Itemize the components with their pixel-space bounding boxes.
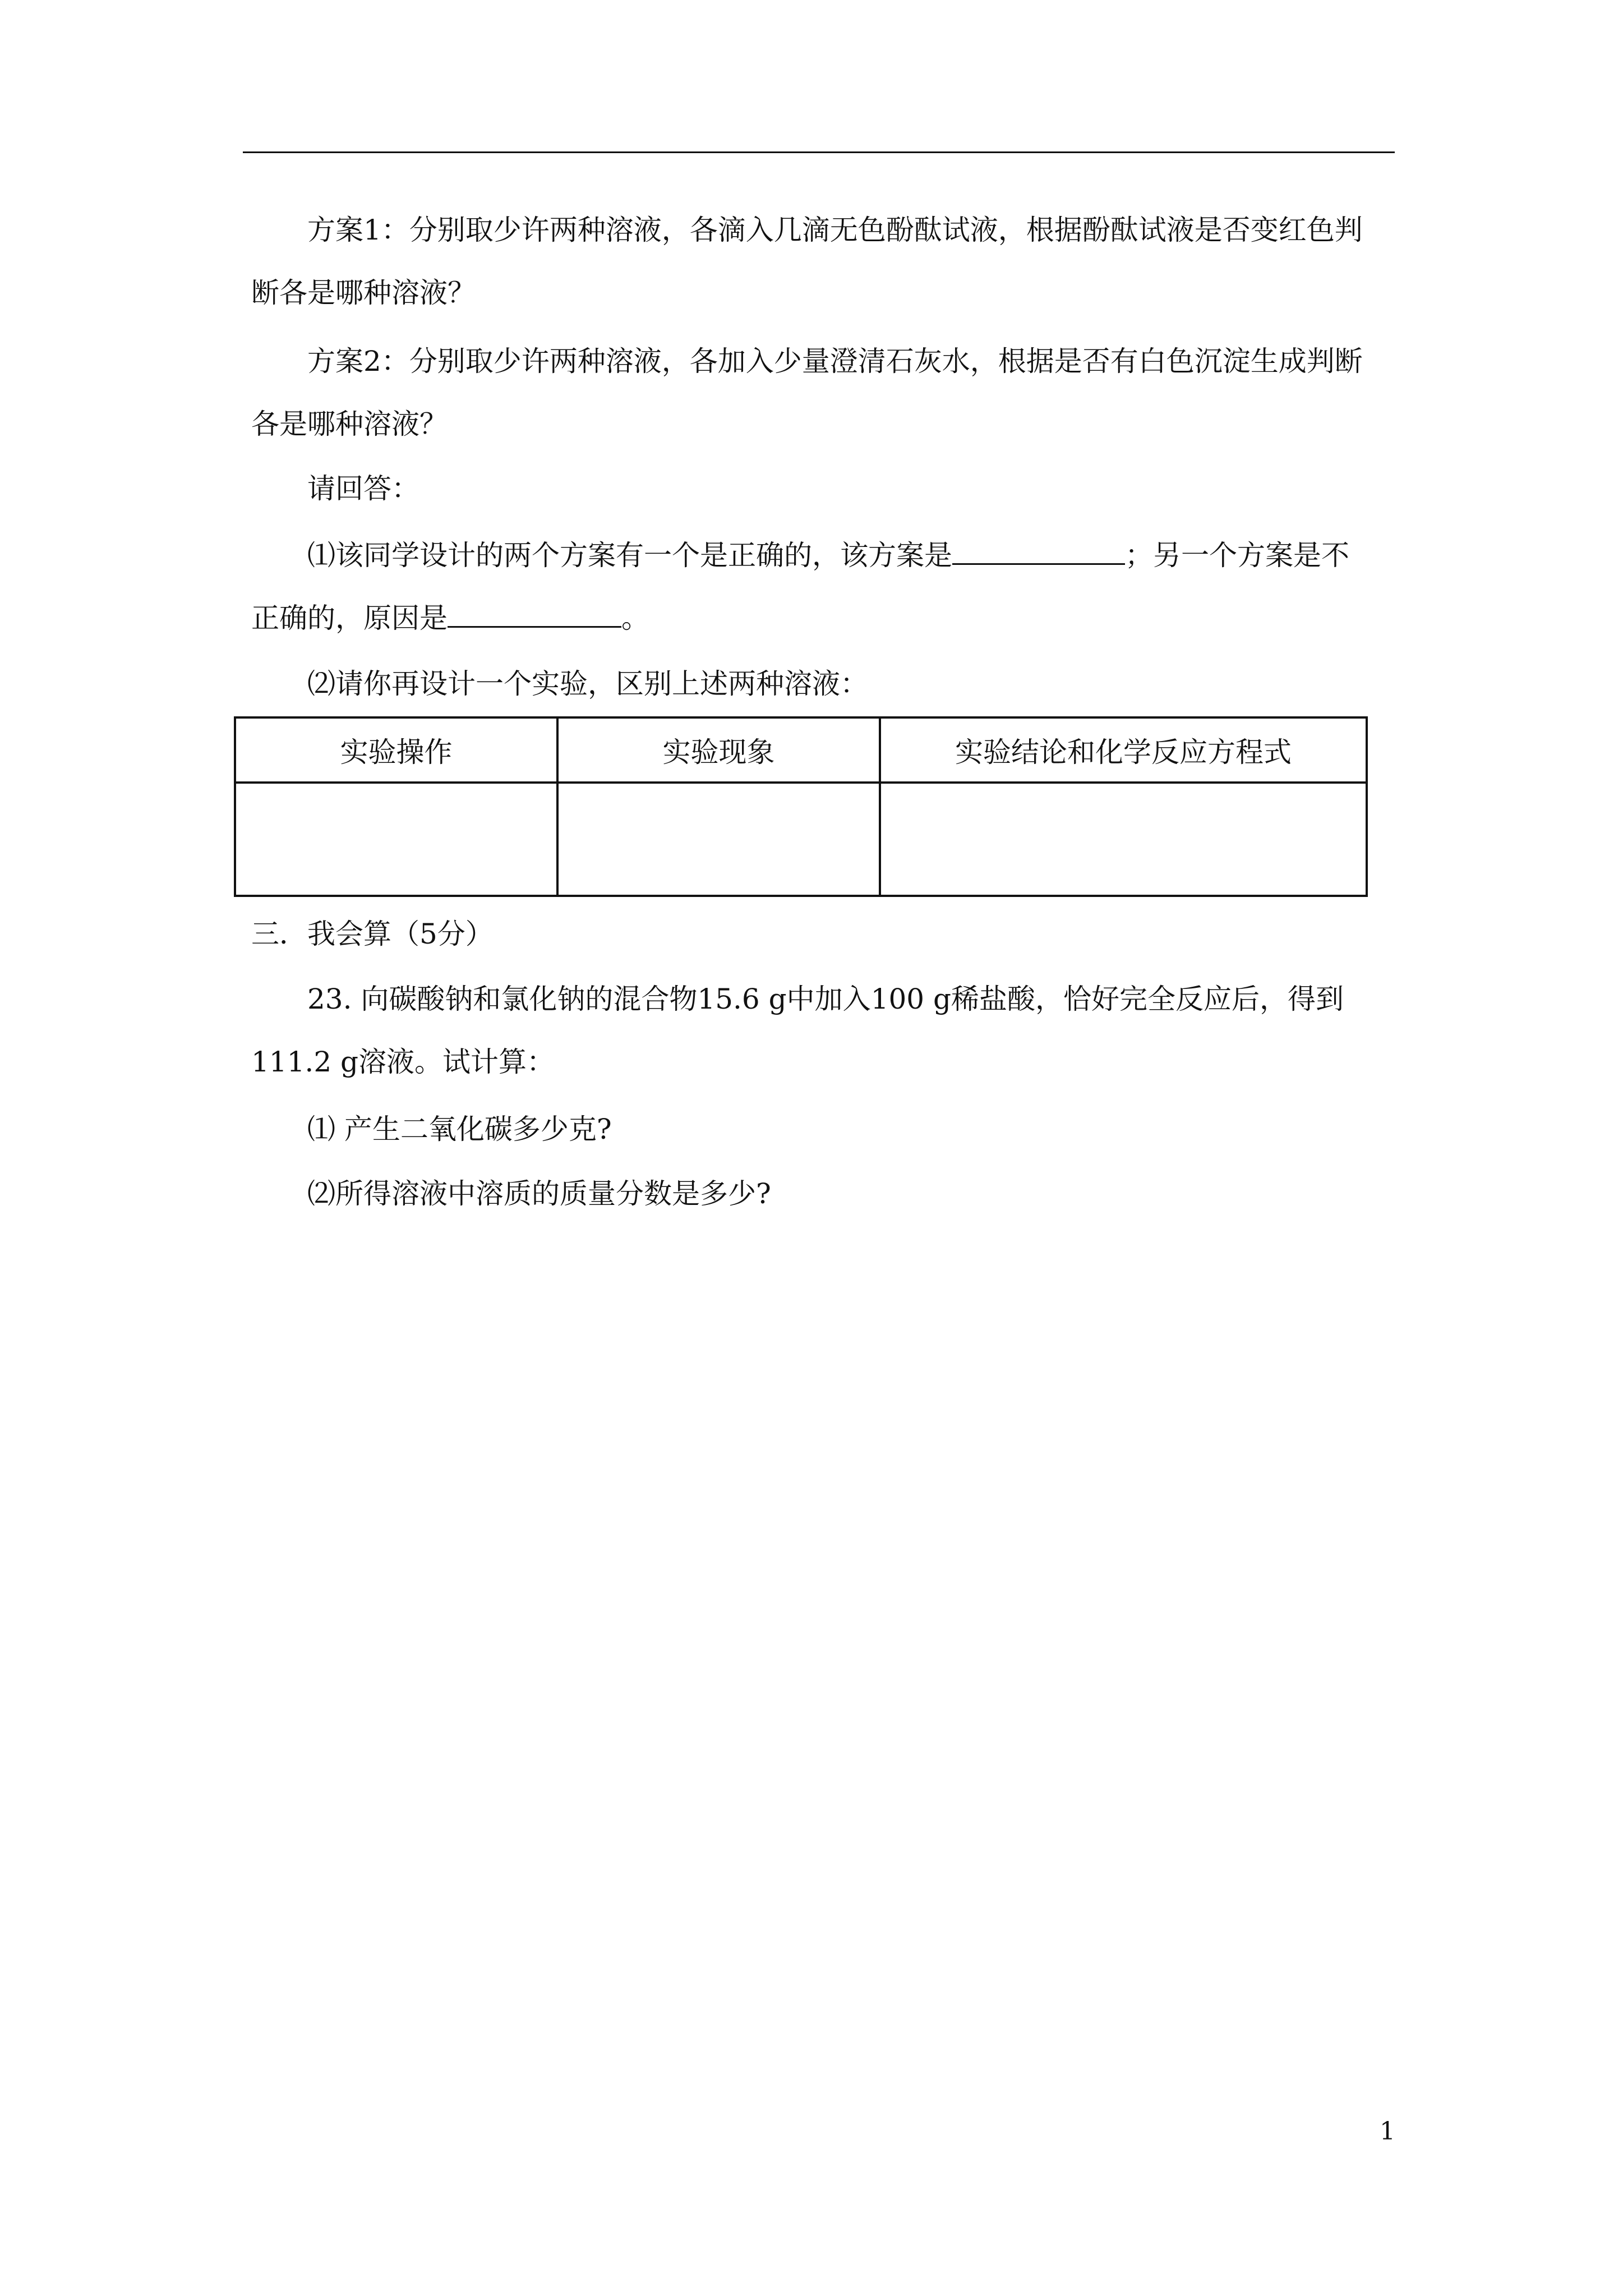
problem-23-line-2: 111.2 g溶液。试计算： <box>251 1046 555 1078</box>
table-cell-conclusion[interactable] <box>880 783 1367 896</box>
plan-2-line-2: 各是哪种溶液？ <box>251 408 448 440</box>
answer-blank-reason[interactable] <box>448 601 621 628</box>
plan-1-line-1: 方案1：分别取少许两种溶液，各滴入几滴无色酚酞试液，根据酚酞试液是否变红色判 <box>307 214 1363 246</box>
table-cell-operation[interactable] <box>235 783 557 896</box>
question-1 <box>251 524 1390 650</box>
section-3-heading <box>251 903 1390 965</box>
plan-1-line-2: 断各是哪种溶液？ <box>251 277 476 309</box>
table-cell-phenomenon[interactable] <box>557 783 880 896</box>
question-2-text: ⑵请你再设计一个实验，区别上述两种溶液： <box>307 668 868 700</box>
problem-23-sub-2-text: ⑵所得溶液中溶质的质量分数是多少? <box>307 1177 771 1210</box>
plan-2-line-1: 方案2：分别取少许两种溶液，各加入少量澄清石灰水，根据是否有白色沉淀生成判断 <box>307 345 1363 378</box>
experiment-table <box>234 716 1368 897</box>
answer-prompt-text: 请回答： <box>307 472 419 505</box>
page-number: 1 <box>1380 2117 1395 2146</box>
question-1-line-2 <box>251 587 1390 650</box>
question-1-text-c: 正确的，原因是 <box>251 602 448 634</box>
question-1-text-a: ⑴该同学设计的两个方案有一个是正确的，该方案是 <box>307 539 952 572</box>
table-header-operation: 实验操作 <box>235 717 557 783</box>
table-row <box>235 783 1367 896</box>
question-1-line-1 <box>251 524 1390 587</box>
plan-1-paragraph <box>251 199 1390 324</box>
problem-23 <box>251 968 1390 1093</box>
problem-23-sub-1 <box>251 1098 1390 1161</box>
question-2 <box>251 652 1390 715</box>
header-rule <box>243 151 1395 153</box>
question-1-text-d: 。 <box>621 602 649 634</box>
table-header-row <box>235 717 1367 783</box>
problem-23-sub-2 <box>251 1162 1390 1225</box>
section-3-title: 三．我会算（5分） <box>251 918 494 950</box>
table-header-conclusion: 实验结论和化学反应方程式 <box>880 717 1367 783</box>
answer-blank-plan[interactable] <box>952 538 1125 565</box>
problem-23-line-1: 23. 向碳酸钠和氯化钠的混合物15.6 g中加入100 g稀盐酸，恰好完全反应后，得到 <box>307 983 1344 1015</box>
table-header-phenomenon: 实验现象 <box>557 717 880 783</box>
question-1-text-b: ；另一个方案是不 <box>1125 539 1349 572</box>
problem-23-sub-1-text: ⑴ 产生二氧化碳多少克? <box>307 1113 612 1145</box>
answer-prompt <box>251 457 1390 520</box>
plan-2-paragraph <box>251 330 1390 455</box>
